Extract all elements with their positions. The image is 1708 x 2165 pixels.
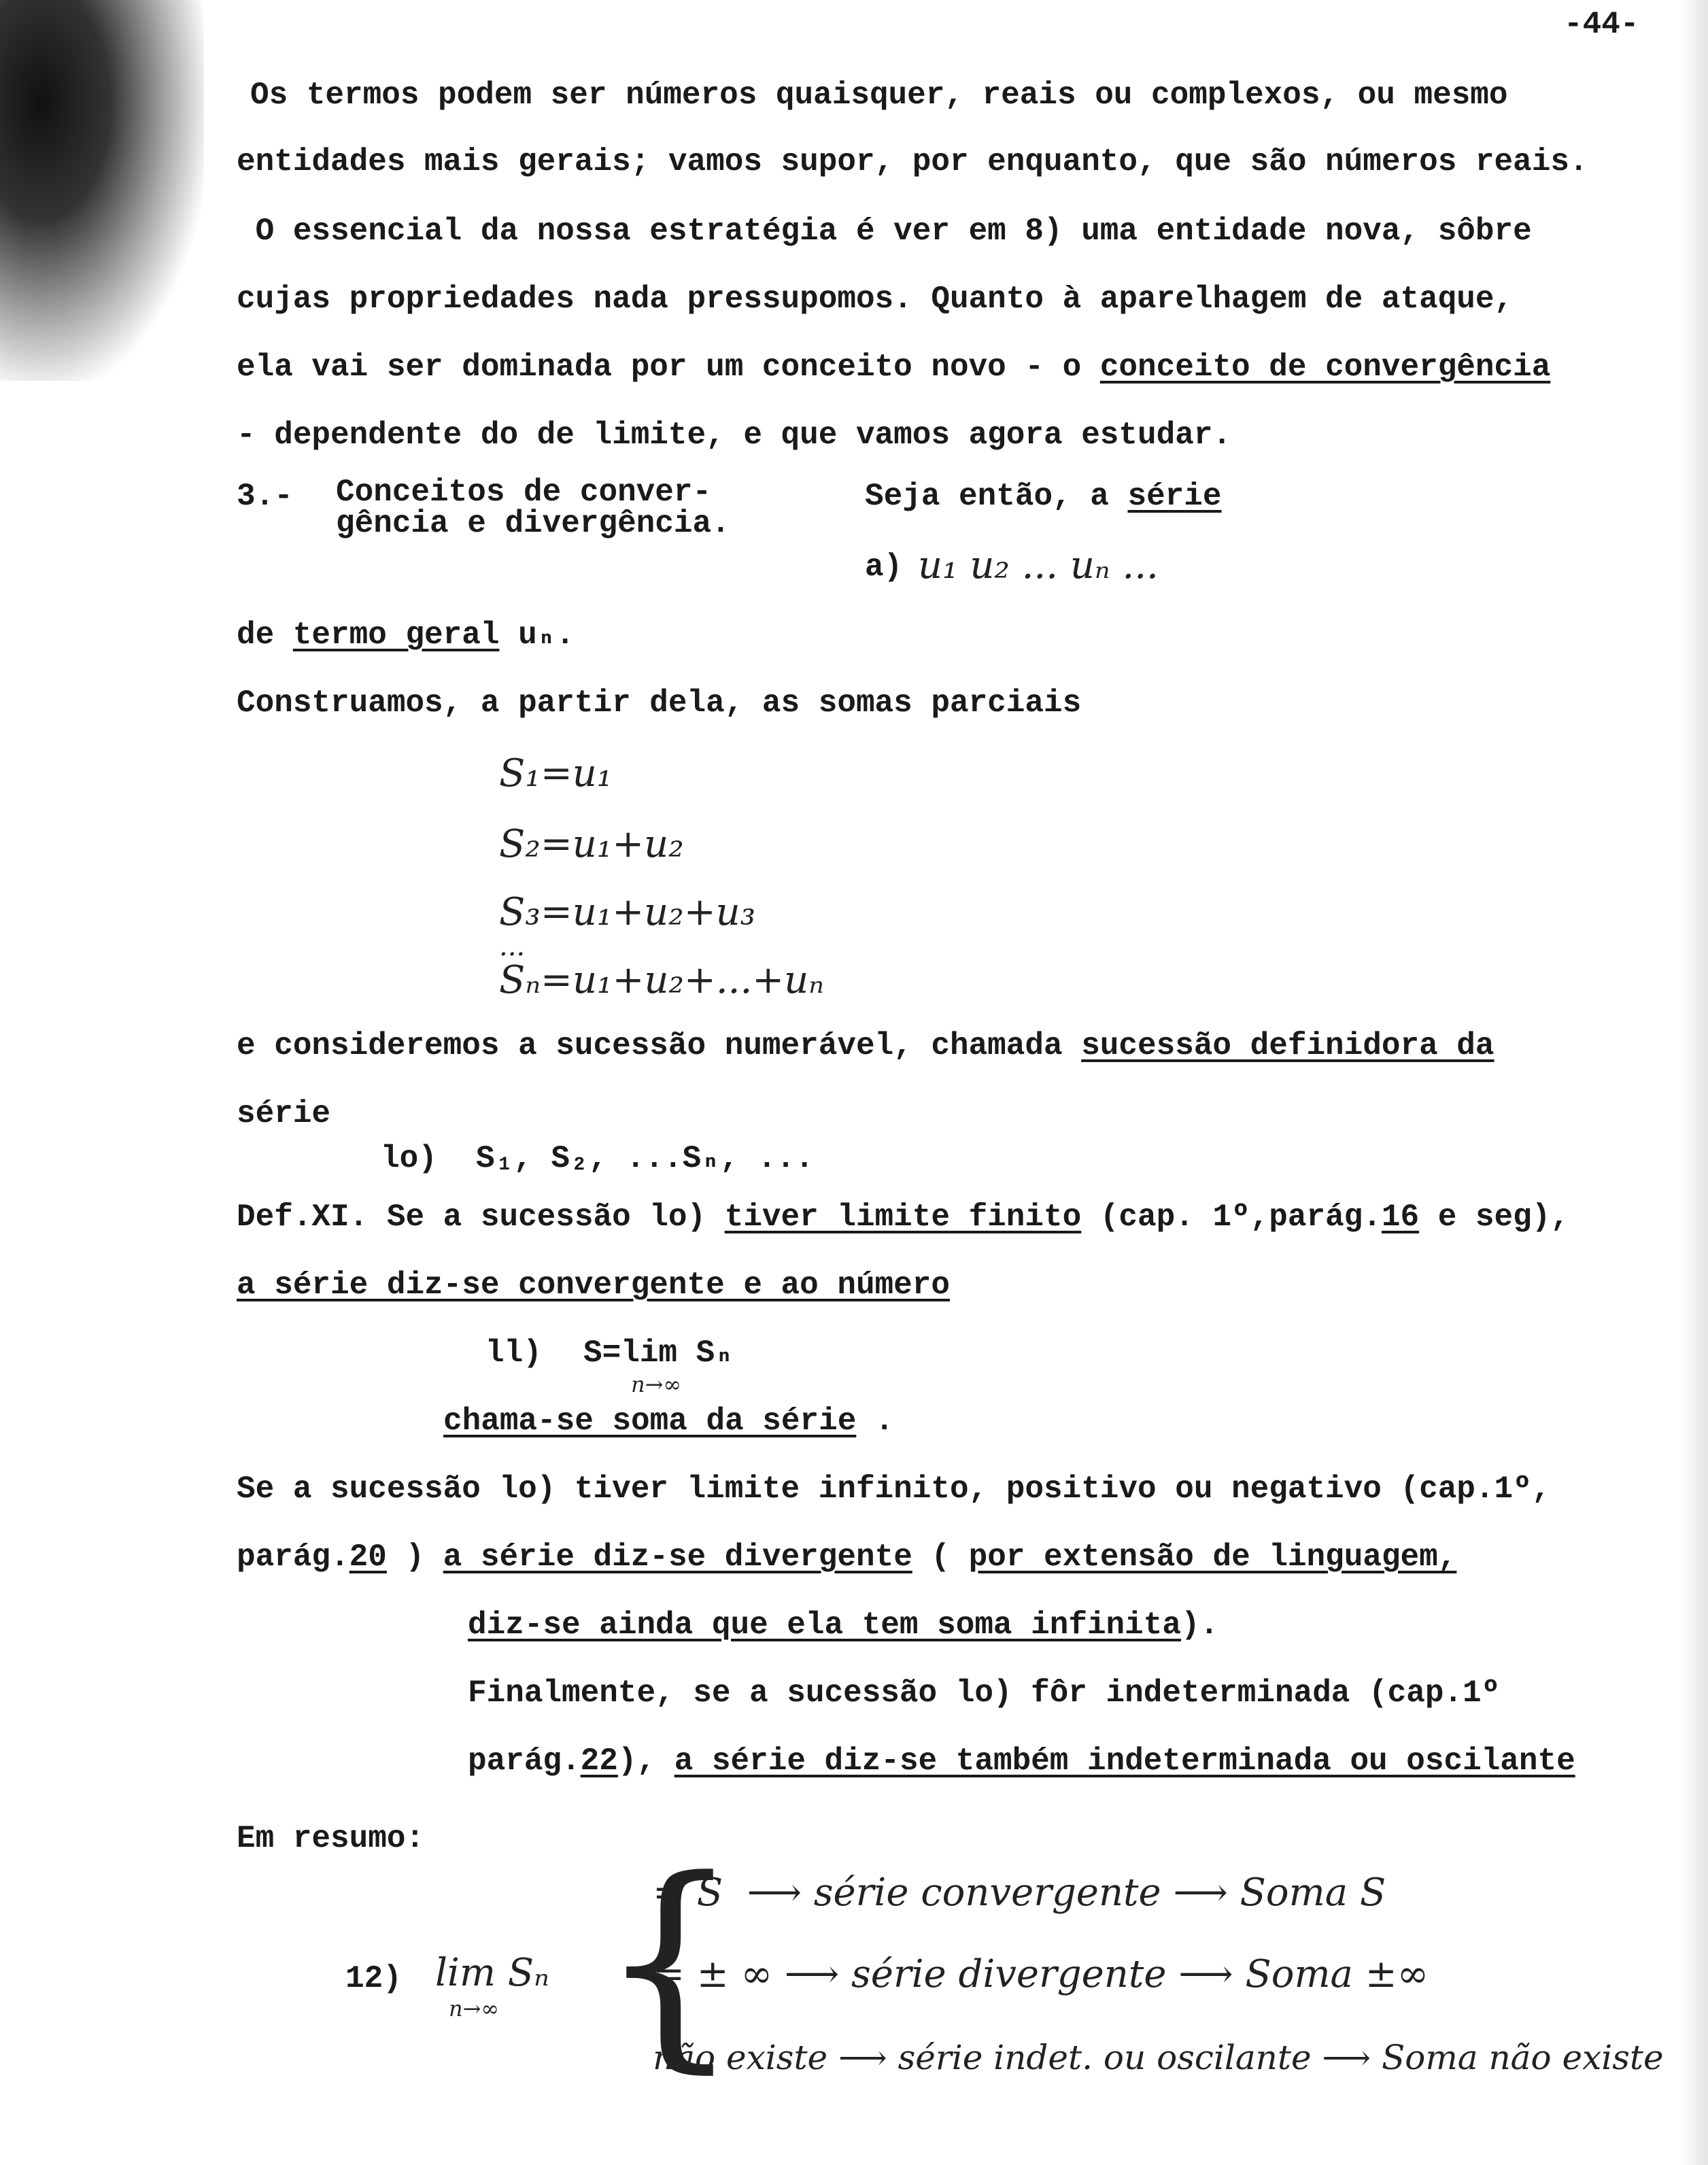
paragraph-line-3: O essencial da nossa estratégia é ver em 8) uma entidade nova, sôbre [237,214,1532,249]
indeterminate-line-2: parág.22), a série diz-se também indeterminada ou oscilante [468,1743,1575,1779]
definition-line-1: Def.XI. Se a sucessão lo) tiver limite finito (cap. 1º,parág.16 e seg), [237,1199,1569,1235]
indeterminada-underlined: a série diz-se também indeterminada ou oscilante [674,1743,1575,1779]
paragraph-line-4: cujas propriedades nada pressupomos. Quanto à aparelhagem de ataque, [237,282,1514,317]
paragraph-line-2: entidades mais gerais; vamos supor, por enquanto, que são números reais. [237,144,1588,180]
summary-lim: lim Sₙ [435,1951,549,1995]
equation-limit: S=lim Sₙ [583,1335,734,1371]
definition-line-2 [237,1266,950,1304]
page-number: -44- [1564,7,1639,42]
section-title-line-2: gência e divergência. [336,506,730,541]
summary-lim-subscript: n→∞ [449,1996,500,2022]
partial-sums-intro: Construamos, a partir dela, as somas parciais [237,685,1082,721]
termo-geral-underlined: termo geral [292,617,500,653]
partial-sum-n: Sₙ=u₁+u₂+...+uₙ [499,958,824,1002]
scan-smudge [0,0,204,381]
summary-case-3: não existe ⟶ série indet. ou oscilante ⟶ Soma não existe [653,2038,1664,2077]
summary-brace: { [598,1831,741,2092]
divergent-line-2: parág.20 ) a série diz-se divergente ( por extensão de linguagem, [237,1539,1457,1575]
equation-label-11: ll) [485,1335,542,1371]
divergent-line-3: diz-se ainda que ela tem soma infinita). [468,1607,1219,1643]
paragraph-line-5: ela vai ser dominada por um conceito novo - o conceito de convergência [237,350,1551,385]
succession-expression: S₁, S₂, ...Sₙ, ... [476,1141,814,1176]
section-title-line-1: Conceitos de conver- [336,475,712,510]
section-number: 3.- [237,479,293,514]
equation-limit-subscript: n→∞ [631,1371,682,1397]
partial-sum-2: S₂=u₁+u₂ [499,822,684,866]
succession-underlined: sucessão definidora da [1081,1028,1494,1063]
limite-finito-underlined: tiver limite finito [724,1199,1082,1235]
summary-label: 12) [345,1961,402,1996]
divergent-line-1: Se a sucessão lo) tiver limite infinito, positivo ou negativo (cap.1º, [237,1471,1551,1507]
series-expression: u₁ u₂ ... uₙ ... [918,543,1159,587]
succession-label: lo) [381,1141,437,1176]
paragraph-line-6: - dependente do de limite, e que vamos agora estudar. [237,417,1232,453]
partial-sum-1: S₁=u₁ [499,751,613,796]
general-term-line: de termo geral uₙ. [237,617,575,653]
serie-underlined: série [1127,479,1222,514]
concept-underlined: conceito de convergência [1099,350,1551,385]
soma-serie-underlined: chama-se soma da série [443,1403,857,1439]
scan-edge [1681,0,1708,2165]
summary-case-1: = S ⟶ série convergente ⟶ Soma S [653,1871,1386,1915]
parag-16: 16 [1381,1199,1420,1235]
divergente-underlined: a série diz-se divergente [443,1539,912,1575]
partial-sum-3: S₃=u₁+u₂+u₃ [499,890,756,934]
succession-line-2: série [237,1096,331,1131]
paragraph-line-1: Os termos podem ser números quaisquer, reais ou complexos, ou mesmo [250,78,1508,113]
soma-infinita-underlined: diz-se ainda que ela tem soma infinita [468,1607,1181,1643]
definition-line-3: chama-se soma da série . [443,1403,894,1439]
seja-line: Seja então, a série [865,479,1222,514]
convergente-underlined: a série diz-se convergente e ao número [237,1267,950,1303]
series-label: a) [865,549,903,585]
summary-case-2: = ± ∞ ⟶ série divergente ⟶ Soma ±∞ [653,1952,1429,1996]
partial-sum-ellipsis: ... [499,931,526,962]
summary-heading: Em resumo: [237,1821,425,1856]
indeterminate-line-1: Finalmente, se a sucessão lo) fôr indeterminada (cap.1º [468,1675,1501,1711]
succession-line: e consideremos a sucessão numerável, chamada sucessão definidora da [237,1028,1494,1063]
